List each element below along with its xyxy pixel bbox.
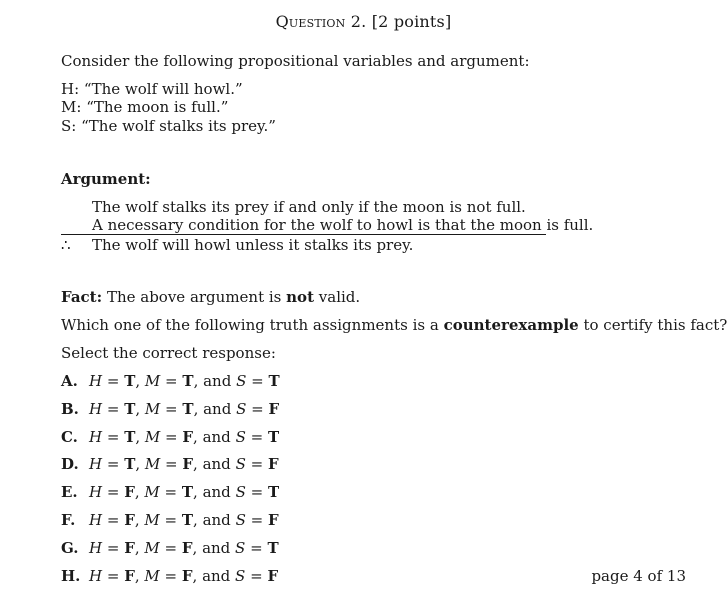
value-s: T: [267, 538, 279, 557]
question-emphasis: counterexample: [443, 316, 579, 334]
variable-name: M: [61, 98, 77, 116]
argument-heading: Argument:: [61, 170, 151, 188]
variable-text: “The wolf will howl.”: [83, 80, 243, 98]
var-h: H: [89, 483, 103, 502]
value-h: T: [124, 455, 136, 474]
select-prompt: Select the correct response:: [61, 344, 276, 362]
var-s: S: [235, 566, 246, 585]
variable-name: H: [61, 80, 75, 98]
var-h: H: [89, 399, 103, 418]
value-m: T: [182, 399, 194, 418]
choice-letter: C.: [61, 427, 78, 446]
variable-text: “The moon is full.”: [86, 98, 229, 116]
variable-name: S: [61, 117, 72, 135]
value-s: F: [268, 399, 280, 418]
choice-letter: G.: [61, 538, 79, 557]
question-text-start: Which one of the following truth assignments is a: [61, 316, 439, 334]
answer-choice[interactable]: B. H = T, M = T, and S = F: [61, 399, 280, 418]
question-text-end: to certify this fact?: [583, 316, 727, 334]
value-m: T: [181, 483, 194, 502]
var-h: H: [89, 372, 103, 390]
choice-letter: E.: [61, 483, 78, 502]
variable-definition: H: “The wolf will howl.”: [61, 80, 243, 98]
var-h: H: [89, 566, 103, 585]
intro-text: Consider the following propositional variables and argument:: [61, 52, 530, 70]
answer-choice[interactable]: H. H = F, M = F, and S = F: [61, 566, 279, 585]
value-h: T: [124, 372, 136, 390]
fact-emphasis: not: [286, 288, 314, 306]
conclusion: The wolf will howl unless it stalks its prey.: [92, 236, 414, 254]
choice-letter: A.: [61, 372, 78, 390]
var-s: S: [236, 399, 247, 418]
choice-letter: F.: [61, 511, 76, 529]
fact-label: Fact:: [61, 288, 103, 306]
choice-letter: B.: [61, 399, 79, 418]
value-s: F: [267, 511, 279, 529]
var-m: M: [144, 427, 161, 446]
question-title: [0, 12, 727, 31]
value-h: T: [124, 427, 136, 446]
var-s: S: [236, 372, 247, 390]
value-m: F: [181, 538, 193, 557]
value-s: T: [268, 372, 280, 390]
premise-1: The wolf stalks its prey if and only if the moon is not full.: [92, 198, 526, 216]
value-m: F: [181, 566, 193, 585]
value-m: F: [182, 427, 194, 446]
var-s: S: [235, 483, 246, 502]
premise-2: A necessary condition for the wolf to howl is that the moon is full.: [92, 216, 594, 234]
answer-choice[interactable]: G. H = F, M = F, and S = T: [61, 538, 279, 557]
page-number: page 4 of 13: [591, 567, 686, 585]
var-m: M: [144, 399, 161, 418]
choice-letter: H.: [61, 566, 81, 585]
var-m: M: [144, 538, 160, 557]
fact-line: [61, 288, 360, 306]
value-h: T: [124, 399, 136, 418]
var-h: H: [89, 538, 103, 557]
var-m: M: [144, 511, 160, 529]
variable-definition: S: “The wolf stalks its prey.”: [61, 117, 276, 135]
answer-choice[interactable]: C. H = T, M = F, and S = T: [61, 427, 280, 446]
value-m: F: [182, 455, 194, 474]
value-s: F: [267, 566, 279, 585]
value-h: F: [124, 538, 135, 557]
question-label: Question 2.: [275, 12, 367, 31]
value-h: F: [124, 566, 135, 585]
value-s: T: [267, 427, 280, 446]
value-s: T: [267, 483, 280, 502]
variable-text: “The wolf stalks its prey.”: [81, 117, 276, 135]
value-m: T: [182, 372, 194, 390]
answer-choice[interactable]: A. H = T, M = T, and S = T: [61, 372, 280, 390]
var-h: H: [89, 427, 103, 446]
answer-choice[interactable]: E. H = F, M = T, and S = T: [61, 483, 280, 502]
var-m: M: [144, 483, 160, 502]
argument-rule: [61, 234, 546, 235]
value-s: F: [267, 455, 279, 474]
var-h: H: [89, 511, 103, 529]
therefore-symbol: ∴: [61, 236, 71, 254]
fact-text-end: valid.: [318, 288, 361, 306]
value-h: F: [124, 483, 135, 502]
variable-definition: M: “The moon is full.”: [61, 98, 229, 116]
value-h: F: [124, 511, 135, 529]
value-m: T: [181, 511, 194, 529]
var-m: M: [144, 372, 161, 390]
var-m: M: [144, 566, 160, 585]
var-h: H: [89, 455, 103, 474]
question-text: [61, 316, 727, 334]
var-s: S: [235, 455, 246, 474]
fact-text: The above argument is: [106, 288, 282, 306]
answer-choice[interactable]: F. H = F, M = T, and S = F: [61, 511, 279, 529]
question-points: [2 points]: [371, 12, 452, 31]
choice-letter: D.: [61, 455, 79, 474]
var-s: S: [235, 538, 246, 557]
answer-choice[interactable]: D. H = T, M = F, and S = F: [61, 455, 279, 474]
var-s: S: [235, 427, 246, 446]
var-s: S: [235, 511, 246, 529]
var-m: M: [144, 455, 161, 474]
